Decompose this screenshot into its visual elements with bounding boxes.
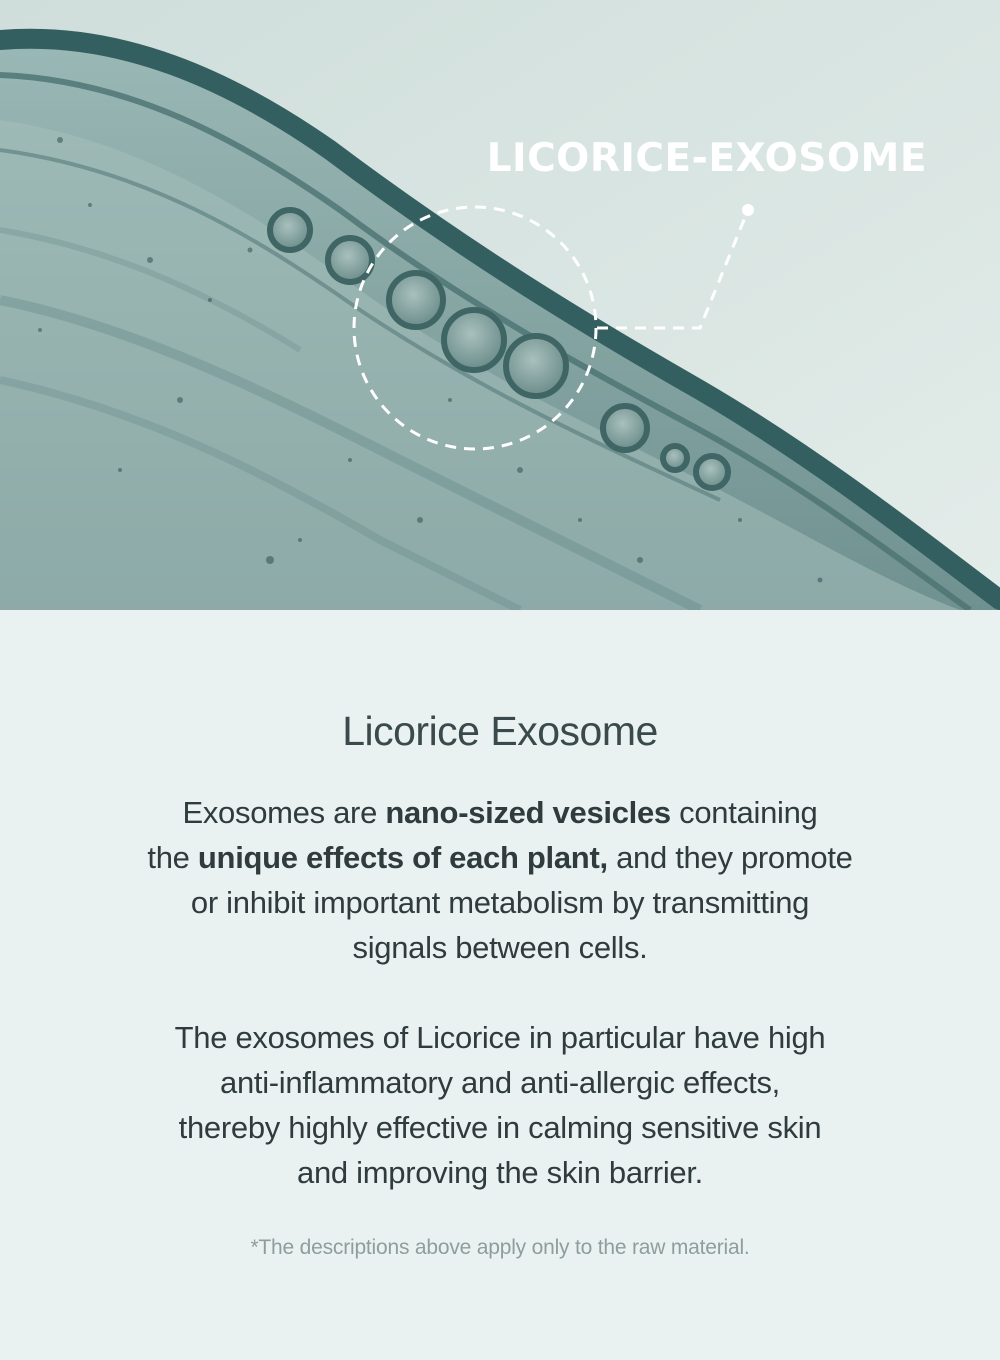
disclaimer-note: *The descriptions above apply only to the raw material.: [250, 1236, 750, 1259]
bold-phrase: unique effects of each plant,: [197, 840, 608, 875]
description-paragraph-2: [100, 1015, 900, 1195]
paragraph-line: thereby highly effective in calming sensitive skin: [178, 1110, 822, 1145]
description-paragraph-1: [100, 790, 900, 970]
exosome-micrograph: [0, 0, 1000, 610]
section-title: Licorice Exosome: [342, 708, 658, 754]
paragraph-line: The exosomes of Licorice in particular have high: [174, 1020, 826, 1055]
paragraph-line: Exosomes are nano-sized vesicles containing: [182, 795, 818, 830]
leader-dot: [742, 204, 754, 216]
paragraph-line: or inhibit important metabolism by transmitting: [190, 885, 810, 920]
content-section: [0, 610, 1000, 1360]
hero-label: LICORICE-EXOSOME: [486, 136, 927, 181]
paragraph-line: and improving the skin barrier.: [297, 1155, 703, 1190]
bold-phrase: nano-sized vesicles: [385, 795, 671, 830]
paragraph-line: anti-inflammatory and anti-allergic effects,: [220, 1065, 780, 1100]
paragraph-line: signals between cells.: [352, 930, 648, 965]
paragraph-line: the unique effects of each plant, and they promote: [147, 840, 853, 875]
microscope-image: [0, 0, 1000, 610]
